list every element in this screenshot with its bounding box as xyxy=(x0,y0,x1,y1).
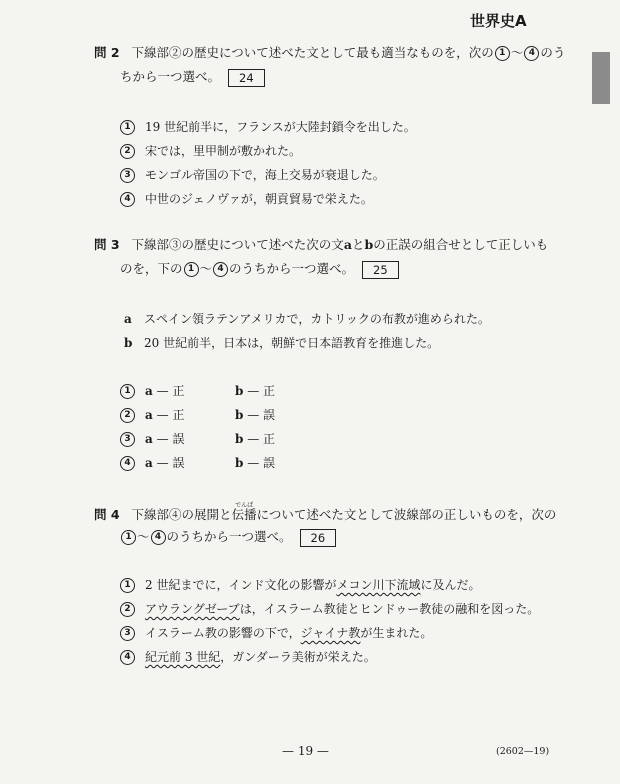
q4-choice-4[interactable] xyxy=(120,648,376,666)
pair-dash: — xyxy=(247,384,260,398)
q2-choice-3[interactable] xyxy=(120,166,385,184)
question-2-text: 下線部②の歴史について述べた文として最も適当なものを，次の xyxy=(131,45,494,60)
pair-a-label: a xyxy=(145,384,153,398)
statement-text: スペイン領ラテンアメリカで，カトリックの布教が進められた。 xyxy=(144,312,490,326)
choice-number: 3 xyxy=(120,168,135,183)
question-4-line-2 xyxy=(120,528,336,547)
question-3-instruction: のを，下の xyxy=(120,261,183,276)
range-end-number: 4 xyxy=(213,262,228,277)
pair-b-label: b xyxy=(235,432,244,446)
question-4-text-tail: について述べた文として波線部の正しいものを，次の xyxy=(256,507,557,522)
pair-a-label: a xyxy=(145,408,153,422)
pair-dash: — xyxy=(156,384,169,398)
question-3-line-2 xyxy=(120,260,399,279)
pair-dash: — xyxy=(156,456,169,470)
choice-number: 1 xyxy=(120,120,135,135)
choice-number: 4 xyxy=(120,456,135,471)
statement-label: b xyxy=(124,336,133,350)
choice-text-tail: ，ガンダーラ美術が栄えた。 xyxy=(220,650,376,664)
question-4-label: 問 4 xyxy=(94,507,120,522)
question-3-label: 問 3 xyxy=(94,237,120,252)
range-start-number: 1 xyxy=(121,530,136,545)
pair-a-label: a xyxy=(145,432,153,446)
wavy-underlined-text: メコン川下流域 xyxy=(336,578,421,592)
choice-text-tail: が生まれた。 xyxy=(360,626,433,640)
range-end-number: 4 xyxy=(524,46,539,61)
q3-choice-4[interactable] xyxy=(120,454,325,472)
pair-a-value: 正 xyxy=(172,384,185,398)
wavy-underlined-text: ジャイナ教 xyxy=(300,626,361,640)
pair-dash: — xyxy=(247,456,260,470)
question-2-label: 問 2 xyxy=(94,45,120,60)
pair-b-value: 正 xyxy=(263,384,276,398)
ruby-base: 伝播 xyxy=(231,507,257,522)
pair-dash: — xyxy=(247,408,260,422)
question-3-instruction-tail: のうちから一つ選べ。 xyxy=(229,261,355,276)
choice-number: 3 xyxy=(120,432,135,447)
pair-dash: — xyxy=(247,432,260,446)
statement-a xyxy=(124,310,490,328)
choice-number: 2 xyxy=(120,144,135,159)
pair-a-label: a xyxy=(145,456,153,470)
range-end-number: 4 xyxy=(151,530,166,545)
section-tab-marker xyxy=(592,52,610,104)
choice-text: 2 世紀までに，インド文化の影響が xyxy=(145,578,337,592)
question-4-text: 下線部④の展開と xyxy=(131,507,232,522)
subject-title: 世界史A xyxy=(470,12,527,30)
pair-a-value: 正 xyxy=(172,408,185,422)
pair-b-label: b xyxy=(235,408,244,422)
choice-number: 2 xyxy=(120,602,135,617)
question-3-text-tail: の正誤の組合せとして正しいも xyxy=(373,237,549,252)
choice-text: モンゴル帝国の下で，海上交易が衰退した。 xyxy=(145,168,385,182)
answer-box-26[interactable]: 26 xyxy=(300,529,337,547)
q2-choice-2[interactable] xyxy=(120,142,301,160)
q3-choice-3[interactable] xyxy=(120,430,325,448)
choice-text: 19 世紀前半に，フランスが大陸封鎖令を出した。 xyxy=(145,120,416,134)
question-2-line-1 xyxy=(94,44,565,62)
range-start-number: 1 xyxy=(495,46,510,61)
range-tilde: ～ xyxy=(137,529,150,544)
range-tilde: ～ xyxy=(510,45,524,60)
pair-a-value: 誤 xyxy=(172,456,185,470)
question-2-instruction: ちから一つ選べ。 xyxy=(120,69,221,84)
answer-box-25[interactable]: 25 xyxy=(362,261,399,279)
statement-b xyxy=(124,334,439,352)
ruby-word xyxy=(231,502,257,524)
choice-text: 宋では，里甲制が敷かれた。 xyxy=(145,144,302,158)
q4-choice-1[interactable] xyxy=(120,576,480,594)
pair-b-value: 正 xyxy=(263,432,276,446)
pair-b-value: 誤 xyxy=(263,456,276,470)
question-3-text: 下線部③の歴史について述べた次の文 xyxy=(131,237,344,252)
statement-a-ref: a xyxy=(343,237,352,252)
pair-b-value: 誤 xyxy=(263,408,276,422)
question-2-text-tail: のう xyxy=(540,45,566,60)
question-4-line-1 xyxy=(94,502,557,524)
question-2-line-2 xyxy=(120,68,265,87)
q2-choice-1[interactable] xyxy=(120,118,416,136)
q3-choice-2[interactable] xyxy=(120,406,325,424)
ruby-reading: でんぱ xyxy=(235,502,254,509)
choice-text: 中世のジェノヴァが，朝貢貿易で栄えた。 xyxy=(145,192,373,206)
choice-number: 4 xyxy=(120,192,135,207)
page-number: — 19 — xyxy=(282,744,329,758)
q4-choice-2[interactable] xyxy=(120,600,539,618)
answer-box-24[interactable]: 24 xyxy=(228,69,265,87)
statement-b-ref: b xyxy=(364,237,374,252)
q3-choice-1[interactable] xyxy=(120,382,325,400)
choice-number: 4 xyxy=(120,650,135,665)
choice-text: イスラーム教の影響の下で， xyxy=(145,626,301,640)
statement-text: 20 世紀前半，日本は，朝鮮で日本語教育を推進した。 xyxy=(144,336,440,350)
q4-choice-3[interactable] xyxy=(120,624,432,642)
choice-number: 3 xyxy=(120,626,135,641)
q2-choice-4[interactable] xyxy=(120,190,373,208)
question-3-line-1 xyxy=(94,236,548,254)
choice-text-tail: に及んだ。 xyxy=(420,578,481,592)
exam-code: (2602—19) xyxy=(496,746,550,757)
pair-dash: — xyxy=(156,432,169,446)
question-4-instruction: のうちから一つ選べ。 xyxy=(166,529,292,544)
wavy-underlined-text: アウラングゼーブ xyxy=(145,602,240,616)
pair-dash: — xyxy=(156,408,169,422)
pair-a-value: 誤 xyxy=(172,432,185,446)
pair-b-label: b xyxy=(235,456,244,470)
statement-label: a xyxy=(124,312,132,326)
choice-number: 1 xyxy=(120,384,135,399)
choice-number: 1 xyxy=(120,578,135,593)
range-start-number: 1 xyxy=(184,262,199,277)
pair-b-label: b xyxy=(235,384,244,398)
choice-number: 2 xyxy=(120,408,135,423)
wavy-underlined-text: 紀元前 3 世紀 xyxy=(145,650,221,664)
question-3-text-and: と xyxy=(351,237,365,252)
choice-text-tail: は，イスラーム教徒とヒンドゥー教徒の融和を図った。 xyxy=(239,602,540,616)
range-tilde: ～ xyxy=(199,261,213,276)
